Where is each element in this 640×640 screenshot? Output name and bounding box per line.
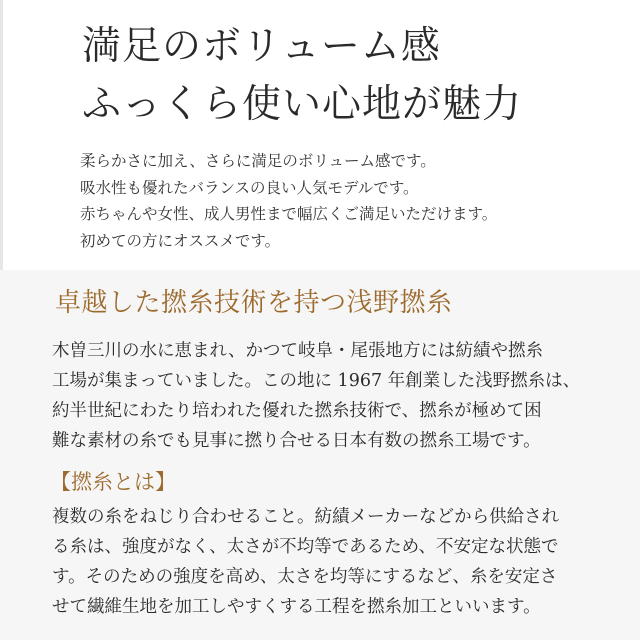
definition-paragraph <box>52 502 614 622</box>
company-paragraph-line-1: 木曽三川の水に恵まれ、かつて岐阜・尾張地方には紡績や撚糸 <box>52 341 544 361</box>
intro-line-4: 初めての方にオススメです。 <box>80 231 281 250</box>
left-edge-divider <box>0 0 3 270</box>
definition-line-1: 複数の糸をねじり合わせること。紡績メーカーなどから供給され <box>52 507 560 527</box>
company-paragraph-line-3: 約半世紀にわたり培われた優れた撚糸技術で、撚糸が極めて困 <box>52 401 542 421</box>
definition-line-2: る糸は、強度がなく、太さが不均等であるため、不安定な状態で <box>52 537 559 557</box>
intro-line-2: 吸水性も優れたバランスの良い人気モデルです。 <box>80 178 419 197</box>
section-title: 卓越した撚糸技術を持つ浅野撚糸 <box>55 288 453 318</box>
intro-line-1: 柔らかさに加え、さらに満足のボリューム感です。 <box>80 152 436 170</box>
headline <box>82 18 522 134</box>
intro-line-3: 赤ちゃんや女性、成人男性まで幅広くご満足いただけます。 <box>80 205 498 223</box>
definition-line-3: す。そのための強度を高め、太さを均等にするなど、糸を安定さ <box>52 567 558 587</box>
headline-line-2: ふっくら使い心地が魅力 <box>82 82 523 127</box>
company-paragraph-line-2: 工場が集まっていました。この地に 1967 年創業した浅野撚糸は、 <box>52 371 581 391</box>
headline-line-1: 満足のボリューム感 <box>82 24 441 69</box>
definition-subtitle: 【撚糸とは】 <box>50 470 176 494</box>
company-paragraph-line-4: 難な素材の糸でも見事に撚り合せる日本有数の撚糸工場です。 <box>52 431 541 451</box>
definition-line-4: せて繊維生地を加工しやすくする工程を撚糸加工といいます。 <box>52 597 541 617</box>
intro-text <box>80 148 497 254</box>
company-paragraph <box>52 336 614 456</box>
